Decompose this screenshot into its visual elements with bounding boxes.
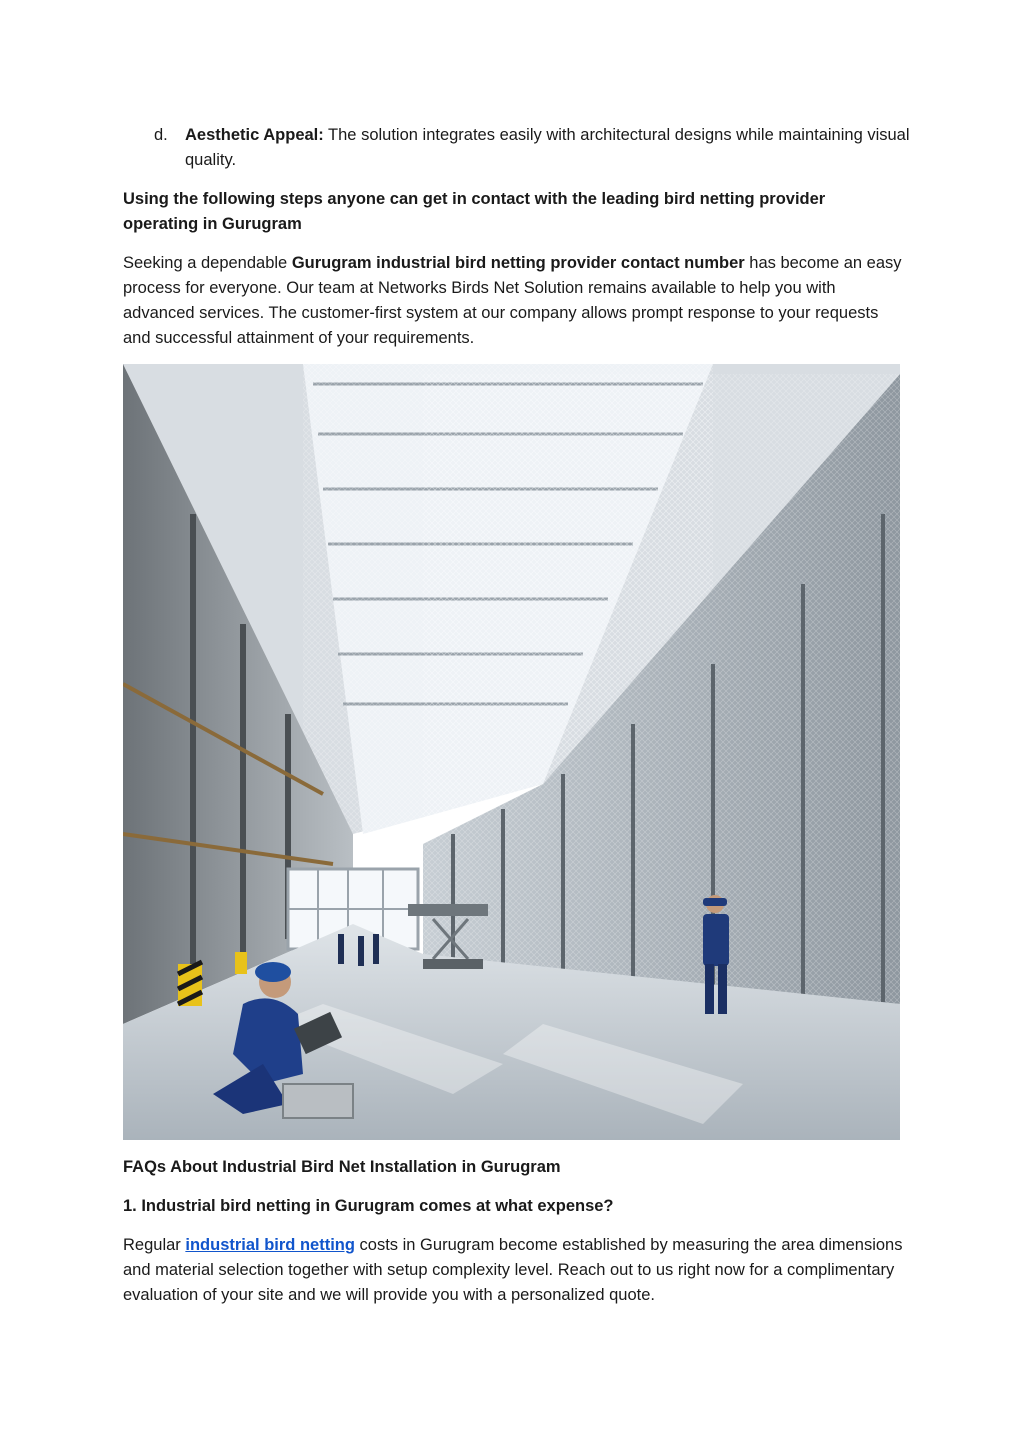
faq-answer-rest: costs in Gurugram become established by measuring the area dimensions and material selection together with setup complexity level. Reach out to us right now for a complimentary evaluation of your site and we will provide you with a personalized quote. — [123, 1236, 903, 1304]
section-heading-faq: FAQs About Industrial Bird Net Installation in Gurugram — [123, 1158, 561, 1176]
paragraph-contact — [123, 251, 903, 351]
faq-answer-1 — [123, 1233, 903, 1308]
warehouse-netting-image — [123, 364, 900, 1140]
list-item-aesthetic-appeal — [154, 123, 914, 173]
list-item-body — [185, 123, 914, 173]
faq-question-1: 1. Industrial bird netting in Gurugram comes at what expense? — [123, 1197, 614, 1215]
paragraph-contact-keyword: Gurugram industrial bird netting provider contact number — [291, 254, 745, 272]
section-heading-contact: Using the following steps anyone can get in contact with the leading bird netting provider operating in Gurugram — [123, 190, 826, 233]
industrial-bird-netting-link[interactable]: industrial bird netting — [185, 1236, 355, 1254]
list-item-text: The solution integrates easily with architectural designs while maintaining visual quality. — [185, 126, 910, 169]
faq-answer-lead: Regular — [123, 1236, 186, 1254]
list-item-label: Aesthetic Appeal: — [185, 126, 324, 144]
paragraph-contact-rest: has become an easy process for everyone. Our team at Networks Birds Net Solution remains available to help you with advanced services. The customer-first system at our company allows prompt response to your requests and successful attainment of your requirements. — [123, 254, 902, 347]
paragraph-contact-lead: Seeking a dependable — [123, 254, 292, 272]
list-marker: d. — [154, 126, 168, 144]
